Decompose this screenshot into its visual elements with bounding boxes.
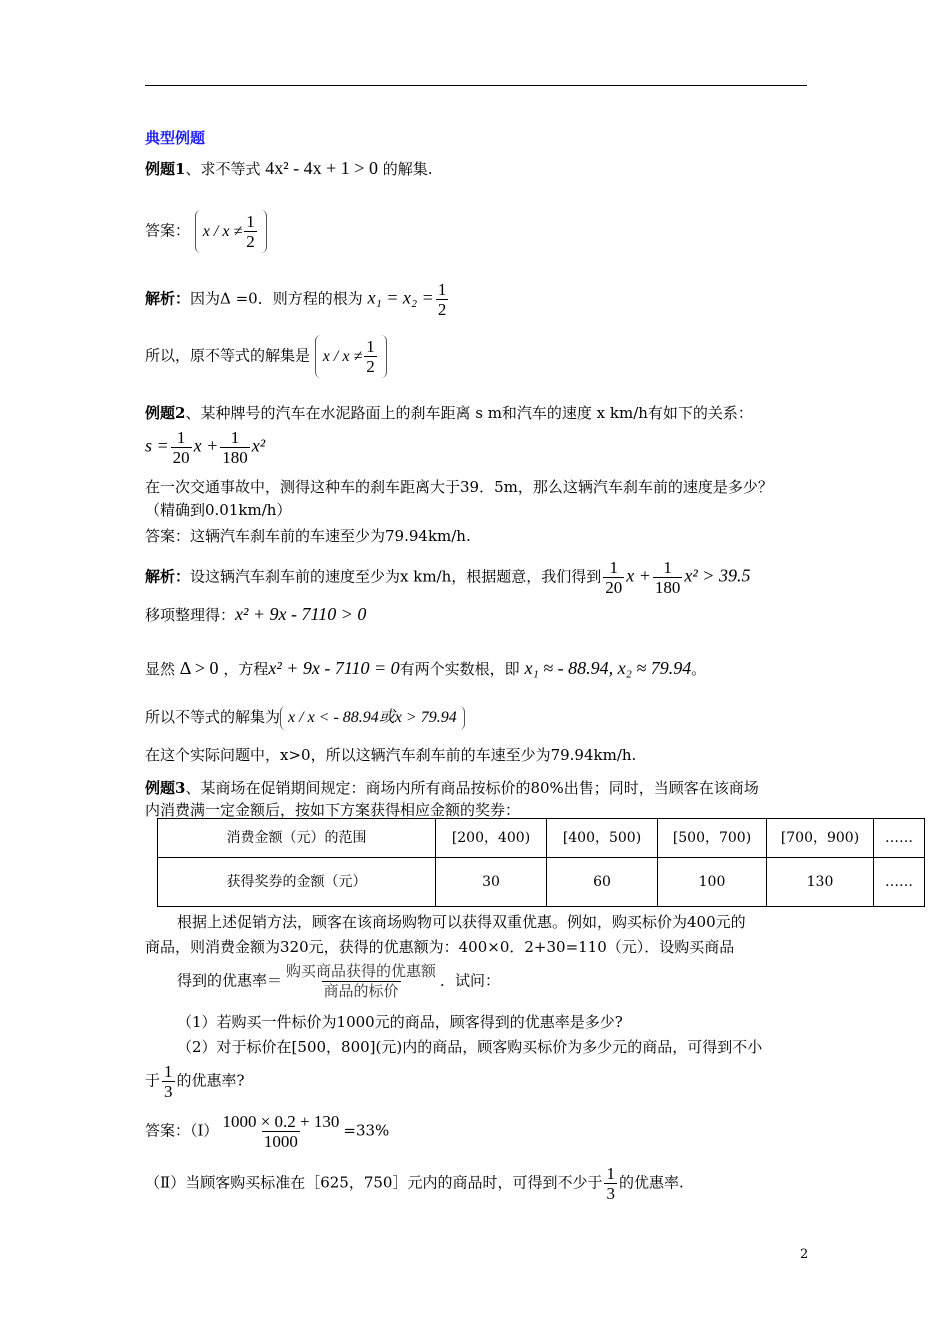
ex2-equation: 显然 Δ > 0 ，方程x² + 9x - 7110 = 0有两个实数根，即 x₁ ≈ - 88.94, x₂ ≈ 79.94。	[145, 658, 707, 678]
ex3-answer-2: （Ⅱ）当顾客购买标准在［625，750］元内的商品时，可得到不少于 $\frac{1}{3}$ 的优惠率.	[145, 1164, 684, 1203]
table-cell: 100	[658, 858, 767, 907]
ex3-q2b: 于 $\frac{1}{3}$ 的优惠率?	[145, 1062, 245, 1101]
table-cell: 30	[436, 858, 547, 907]
ex3-q1: （1）若购买一件标价为1000元的商品，顾客得到的优惠率是多少?	[177, 1013, 623, 1031]
ex1-answer-label: 答案：	[145, 221, 191, 240]
ex2-question: 例题2、某种牌号的汽车在水泥路面上的刹车距离 s m和汽车的速度 x km/h有如下的关系：	[145, 404, 753, 422]
ex1-conclusion: 所以，原不等式的解集是 x / x ≠ $\frac{1}{2}$	[145, 335, 387, 378]
ex3-text-b: 内消费满一定金额后，按如下方案获得相应金额的奖券：	[145, 801, 521, 819]
section-title: 典型例题	[145, 129, 206, 147]
ex3-para2: 商品，则消费金额为320元，获得的优惠额为：400×0．2+30=110（元）．设购买商品	[145, 938, 735, 956]
ex3-para1: 根据上述促销方法，顾客在该商场购物可以获得双重优惠。例如，购买标价为400元的	[177, 913, 746, 931]
ex3-rate: 得到的优惠率＝ $\frac{\text{购买商品获得的优惠额}}{\text{商品的标价}}$ ．试问：	[177, 962, 501, 1000]
table-cell: ……	[874, 858, 925, 907]
ex2-solution: 所以不等式的解集为 x / x < - 88.94或x > 79.94	[145, 706, 465, 730]
page-number: 2	[800, 1247, 809, 1262]
table-cell: 130	[767, 858, 874, 907]
ex3-answer-1: 答案：（Ⅰ） $\frac{1000 \times 0.2 + 130}{1000}$ =33%	[145, 1112, 390, 1151]
ex3-text-a: 例题3、某商场在促销期间规定：商场内所有商品按标价的80%出售；同时，当顾客在该商场	[145, 779, 759, 797]
ex1-formula: 4x² - 4x + 1 > 0	[265, 158, 378, 178]
table-cell: [700，900)	[767, 819, 874, 858]
ex1-label: 例题1	[145, 160, 186, 178]
table-row	[158, 819, 925, 858]
ex2-formula: s = $\frac{1}{20}$ x + $\frac{1}{180}$ x²	[145, 428, 266, 467]
ex2-answer: 答案：这辆汽车刹车前的车速至少为79.94km/h.	[145, 527, 471, 545]
ex2-text-b: 在一次交通事故中，测得这种车的刹车距离大于39．5m，那么这辆汽车刹车前的速度是多少？	[145, 478, 773, 496]
ex3-q2: （2）对于标价在[500，800](元)内的商品，顾客购买标价为多少元的商品，可得到不小	[177, 1038, 763, 1056]
ex2-solution-set: x / x < - 88.94或x > 79.94	[280, 706, 465, 730]
table-row	[158, 858, 925, 907]
ex1-analysis-label: 解析：	[145, 289, 191, 308]
table-cell: ……	[874, 819, 925, 858]
ex2-analysis: 解析：设这辆汽车刹车前的速度至少为x km/h，根据题意，我们得到 $\frac{1}{20}$ x + $\frac{1}{180}$ x² > 39.5	[145, 558, 751, 597]
ex2-final: 在这个实际问题中，x>0，所以这辆汽车刹车前的车速至少为79.94km/h.	[145, 746, 637, 764]
table-cell: 消费金额（元）的范围	[158, 819, 436, 858]
ex1-question: 例题1、求不等式 4x² - 4x + 1 > 0 的解集.	[145, 158, 433, 178]
table-cell: 获得奖券的金额（元）	[158, 858, 436, 907]
table-cell: [400，500)	[547, 819, 658, 858]
header-rule	[145, 85, 807, 86]
ex3-label: 例题3	[145, 779, 186, 797]
ex2-analysis-label: 解析：	[145, 567, 191, 586]
ex2-rearrange: 移项整理得：x² + 9x - 7110 > 0	[145, 604, 367, 624]
prize-table	[157, 818, 925, 907]
ex1-answer-set: x / x ≠ $\frac{1}{2}$	[195, 210, 267, 253]
ex1-analysis: 解析：因为Δ =0．则方程的根为 x₁ = x₂ = $\frac{1}{2}$	[145, 280, 447, 319]
table-cell: [500，700)	[658, 819, 767, 858]
ex2-text-c: （精确到0.01km/h）	[145, 501, 292, 519]
table-cell: [200，400)	[436, 819, 547, 858]
ex1-answer	[145, 210, 267, 253]
ex2-label: 例题2	[145, 404, 186, 422]
table-cell: 60	[547, 858, 658, 907]
ex1-conclusion-set: x / x ≠ $\frac{1}{2}$	[315, 335, 387, 378]
